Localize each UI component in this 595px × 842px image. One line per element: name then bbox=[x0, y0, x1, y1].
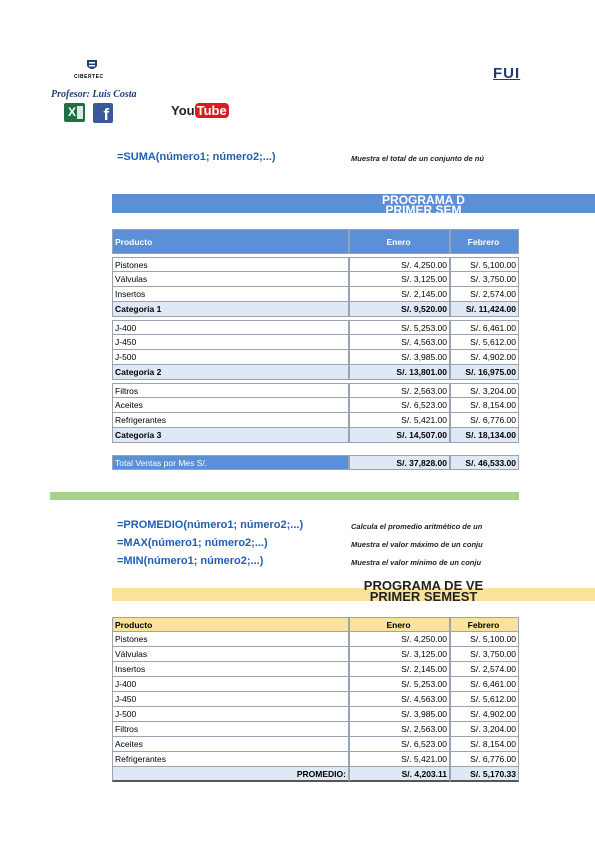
table-cell[interactable]: S/. 5,170.33 bbox=[450, 767, 519, 782]
table-cell[interactable]: Total Ventas por Mes S/. bbox=[112, 455, 349, 470]
table-cell[interactable]: Filtros bbox=[112, 383, 349, 398]
table-cell[interactable]: S/. 5,612.00 bbox=[450, 692, 519, 707]
page-title: FUI bbox=[493, 65, 521, 82]
table-cell[interactable]: S/. 2,563.00 bbox=[349, 383, 450, 398]
table-cell[interactable]: Aceites bbox=[112, 737, 349, 752]
table-cell[interactable]: Producto bbox=[112, 229, 349, 254]
table-cell[interactable]: S/. 6,523.00 bbox=[349, 737, 450, 752]
table-cell[interactable]: S/. 5,253.00 bbox=[349, 320, 450, 335]
table-cell[interactable]: S/. 8,154.00 bbox=[450, 398, 519, 413]
facebook-icon[interactable]: f bbox=[93, 103, 113, 123]
table-cell[interactable]: Febrero bbox=[450, 229, 519, 254]
table-cell[interactable]: S/. 5,253.00 bbox=[349, 677, 450, 692]
table-cell[interactable]: S/. 2,145.00 bbox=[349, 662, 450, 677]
table-cell[interactable]: S/. 6,776.00 bbox=[450, 752, 519, 767]
table-cell[interactable]: S/. 3,125.00 bbox=[349, 272, 450, 287]
table-cell[interactable]: S/. 5,612.00 bbox=[450, 335, 519, 350]
table-cell[interactable]: J-400 bbox=[112, 320, 349, 335]
table-cell[interactable]: S/. 3,985.00 bbox=[349, 707, 450, 722]
table-cell[interactable]: S/. 3,125.00 bbox=[349, 647, 450, 662]
table-cell[interactable]: S/. 6,776.00 bbox=[450, 413, 519, 428]
table-cell[interactable]: Enero bbox=[349, 617, 450, 632]
table-cell[interactable]: S/. 9,520.00 bbox=[349, 302, 450, 317]
table-cell[interactable]: S/. 4,902.00 bbox=[450, 350, 519, 365]
table-cell[interactable]: Aceites bbox=[112, 398, 349, 413]
table-cell[interactable]: S/. 6,523.00 bbox=[349, 398, 450, 413]
table-cell[interactable]: Pistones bbox=[112, 632, 349, 647]
table-cell[interactable]: S/. 37,828.00 bbox=[349, 455, 450, 470]
banner-line-2: PRIMER SEM bbox=[385, 203, 462, 213]
section2-banner bbox=[112, 580, 595, 601]
table-cell[interactable]: S/. 4,563.00 bbox=[349, 335, 450, 350]
table-cell[interactable]: J-450 bbox=[112, 692, 349, 707]
table-cell[interactable]: Filtros bbox=[112, 722, 349, 737]
table-cell[interactable]: Insertos bbox=[112, 662, 349, 677]
table-cell[interactable]: Categoría 3 bbox=[112, 428, 349, 443]
table-cell[interactable]: S/. 2,145.00 bbox=[349, 287, 450, 302]
professor-name: Profesor: Luis Costa bbox=[51, 89, 137, 100]
table-cell[interactable]: S/. 46,533.00 bbox=[450, 455, 519, 470]
table-cell[interactable]: S/. 4,563.00 bbox=[349, 692, 450, 707]
table-cell[interactable]: S/. 2,563.00 bbox=[349, 722, 450, 737]
table-cell[interactable]: Categoría 1 bbox=[112, 302, 349, 317]
table-cell[interactable]: J-400 bbox=[112, 677, 349, 692]
table-cell[interactable]: PROMEDIO: bbox=[112, 767, 349, 782]
table-cell[interactable]: S/. 11,424.00 bbox=[450, 302, 519, 317]
formula-description: Muestra el valor máximo de un conju bbox=[351, 540, 483, 549]
table-cell[interactable]: Válvulas bbox=[112, 647, 349, 662]
table-cell[interactable]: S/. 4,250.00 bbox=[349, 257, 450, 272]
youtube-icon[interactable]: You Tube bbox=[171, 103, 227, 118]
table-cell[interactable]: S/. 8,154.00 bbox=[450, 737, 519, 752]
table-cell[interactable]: S/. 16,975.00 bbox=[450, 365, 519, 380]
banner-line-1: PROGRAMA DE VE bbox=[363, 580, 484, 593]
table-cell[interactable]: S/. 5,421.00 bbox=[349, 752, 450, 767]
formula-text: =MIN(número1; número2;...) bbox=[117, 555, 264, 567]
table-cell[interactable]: Pistones bbox=[112, 257, 349, 272]
table-cell[interactable]: Insertos bbox=[112, 287, 349, 302]
table-cell[interactable]: S/. 3,985.00 bbox=[349, 350, 450, 365]
table-cell[interactable]: S/. 3,750.00 bbox=[450, 272, 519, 287]
table-cell[interactable]: Refrigerantes bbox=[112, 752, 349, 767]
suma-description: Muestra el total de un conjunto de nú bbox=[351, 154, 484, 163]
table-cell[interactable]: Categoría 2 bbox=[112, 365, 349, 380]
logo-text: CIBERTEC bbox=[74, 74, 104, 80]
table-cell[interactable]: J-500 bbox=[112, 707, 349, 722]
table-cell[interactable]: S/. 4,203.11 bbox=[349, 767, 450, 782]
table-cell[interactable]: Refrigerantes bbox=[112, 413, 349, 428]
table-cell[interactable]: S/. 6,461.00 bbox=[450, 320, 519, 335]
suma-formula: =SUMA(número1; número2;...) bbox=[117, 151, 276, 163]
table-cell[interactable]: S/. 5,421.00 bbox=[349, 413, 450, 428]
formula-text: =PROMEDIO(número1; número2;...) bbox=[117, 519, 304, 531]
table-cell[interactable]: Válvulas bbox=[112, 272, 349, 287]
table-cell[interactable]: S/. 18,134.00 bbox=[450, 428, 519, 443]
table-cell[interactable]: S/. 4,250.00 bbox=[349, 632, 450, 647]
banner-line-2: PRIMER SEMEST bbox=[369, 589, 478, 601]
table-cell[interactable]: S/. 3,204.00 bbox=[450, 722, 519, 737]
table-cell[interactable]: S/. 3,204.00 bbox=[450, 383, 519, 398]
formula-description: Calcula el promedio aritmético de un bbox=[351, 522, 483, 531]
table-cell[interactable]: S/. 2,574.00 bbox=[450, 662, 519, 677]
table-cell[interactable]: S/. 5,100.00 bbox=[450, 257, 519, 272]
table-cell[interactable]: S/. 14,507.00 bbox=[349, 428, 450, 443]
table-cell[interactable]: S/. 2,574.00 bbox=[450, 287, 519, 302]
formula-text: =MAX(número1; número2;...) bbox=[117, 537, 268, 549]
banner-line-1: PROGRAMA D bbox=[382, 194, 465, 207]
table-cell[interactable]: S/. 6,461.00 bbox=[450, 677, 519, 692]
table-cell[interactable]: Febrero bbox=[450, 617, 519, 632]
table-cell[interactable]: S/. 13,801.00 bbox=[349, 365, 450, 380]
table-cell[interactable]: J-450 bbox=[112, 335, 349, 350]
table-cell[interactable]: S/. 4,902.00 bbox=[450, 707, 519, 722]
excel-icon[interactable]: X bbox=[64, 103, 85, 122]
formula-description: Muestra el valor mínimo de un conju bbox=[351, 558, 482, 567]
table-cell[interactable]: Producto bbox=[112, 617, 349, 632]
table-cell[interactable]: S/. 5,100.00 bbox=[450, 632, 519, 647]
table-cell[interactable]: S/. 3,750.00 bbox=[450, 647, 519, 662]
table-cell[interactable]: J-500 bbox=[112, 350, 349, 365]
table-cell[interactable]: Enero bbox=[349, 229, 450, 254]
